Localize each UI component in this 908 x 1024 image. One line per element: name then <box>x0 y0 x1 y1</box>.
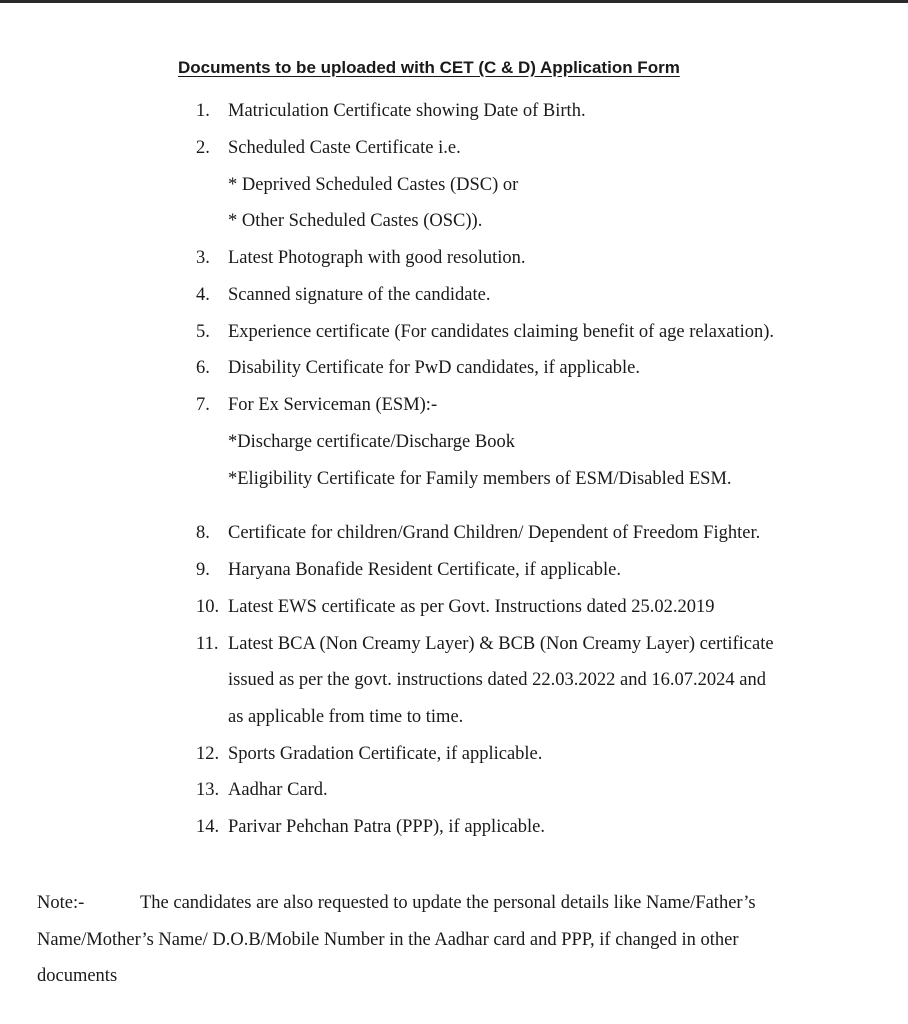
item-number: 3. <box>196 248 210 268</box>
page-title: Documents to be uploaded with CET (C & D) Application Form <box>178 58 680 77</box>
item-number: 4. <box>196 285 210 305</box>
item-number: 7. <box>196 395 210 415</box>
item-text: Scheduled Caste Certificate i.e. <box>228 138 461 158</box>
item-text: Haryana Bonafide Resident Certificate, if applicable. <box>228 560 621 580</box>
item-text: Latest Photograph with good resolution. <box>228 248 526 268</box>
item-number: 13. <box>196 780 220 800</box>
sub-item-text: * Deprived Scheduled Castes (DSC) or <box>228 175 519 195</box>
item-text: Matriculation Certificate showing Date of Birth. <box>228 101 586 121</box>
item-number: 10. <box>196 597 220 617</box>
item-number: 6. <box>196 358 210 378</box>
continuation-text: as applicable from time to time. <box>228 707 464 727</box>
sub-item-text: *Eligibility Certificate for Family members of ESM/Disabled ESM. <box>228 469 732 489</box>
item-number: 8. <box>196 523 210 543</box>
item-number: 1. <box>196 101 210 121</box>
item-text: Sports Gradation Certificate, if applicable. <box>228 744 543 764</box>
sub-item-text: * Other Scheduled Castes (OSC)). <box>228 211 483 231</box>
item-text: Latest BCA (Non Creamy Layer) & BCB (Non Creamy Layer) certificate <box>228 634 774 654</box>
item-text: Disability Certificate for PwD candidates, if applicable. <box>228 358 641 378</box>
item-text: Certificate for children/Grand Children/ Dependent of Freedom Fighter. <box>228 523 761 543</box>
item-text: Latest EWS certificate as per Govt. Instructions dated 25.02.2019 <box>228 597 715 617</box>
item-number: 14. <box>196 817 220 837</box>
sub-item-text: *Discharge certificate/Discharge Book <box>228 432 515 452</box>
note-text: documents <box>37 966 118 986</box>
note-label: Note:- <box>37 893 85 913</box>
item-number: 9. <box>196 560 210 580</box>
item-number: 2. <box>196 138 210 158</box>
item-text: Scanned signature of the candidate. <box>228 285 491 305</box>
item-text: Experience certificate (For candidates claiming benefit of age relaxation). <box>228 322 774 342</box>
item-number: 11. <box>196 634 219 654</box>
item-text: For Ex Serviceman (ESM):- <box>228 395 438 415</box>
item-number: 5. <box>196 322 210 342</box>
top-border <box>0 0 908 3</box>
item-text: Aadhar Card. <box>228 780 328 800</box>
continuation-text: issued as per the govt. instructions dated 22.03.2022 and 16.07.2024 and <box>228 670 766 690</box>
item-number: 12. <box>196 744 220 764</box>
note-text: Name/Mother’s Name/ D.O.B/Mobile Number in the Aadhar card and PPP, if changed in other <box>37 930 739 950</box>
note-text: The candidates are also requested to update the personal details like Name/Father’s <box>140 893 756 913</box>
item-text: Parivar Pehchan Patra (PPP), if applicable. <box>228 817 545 837</box>
